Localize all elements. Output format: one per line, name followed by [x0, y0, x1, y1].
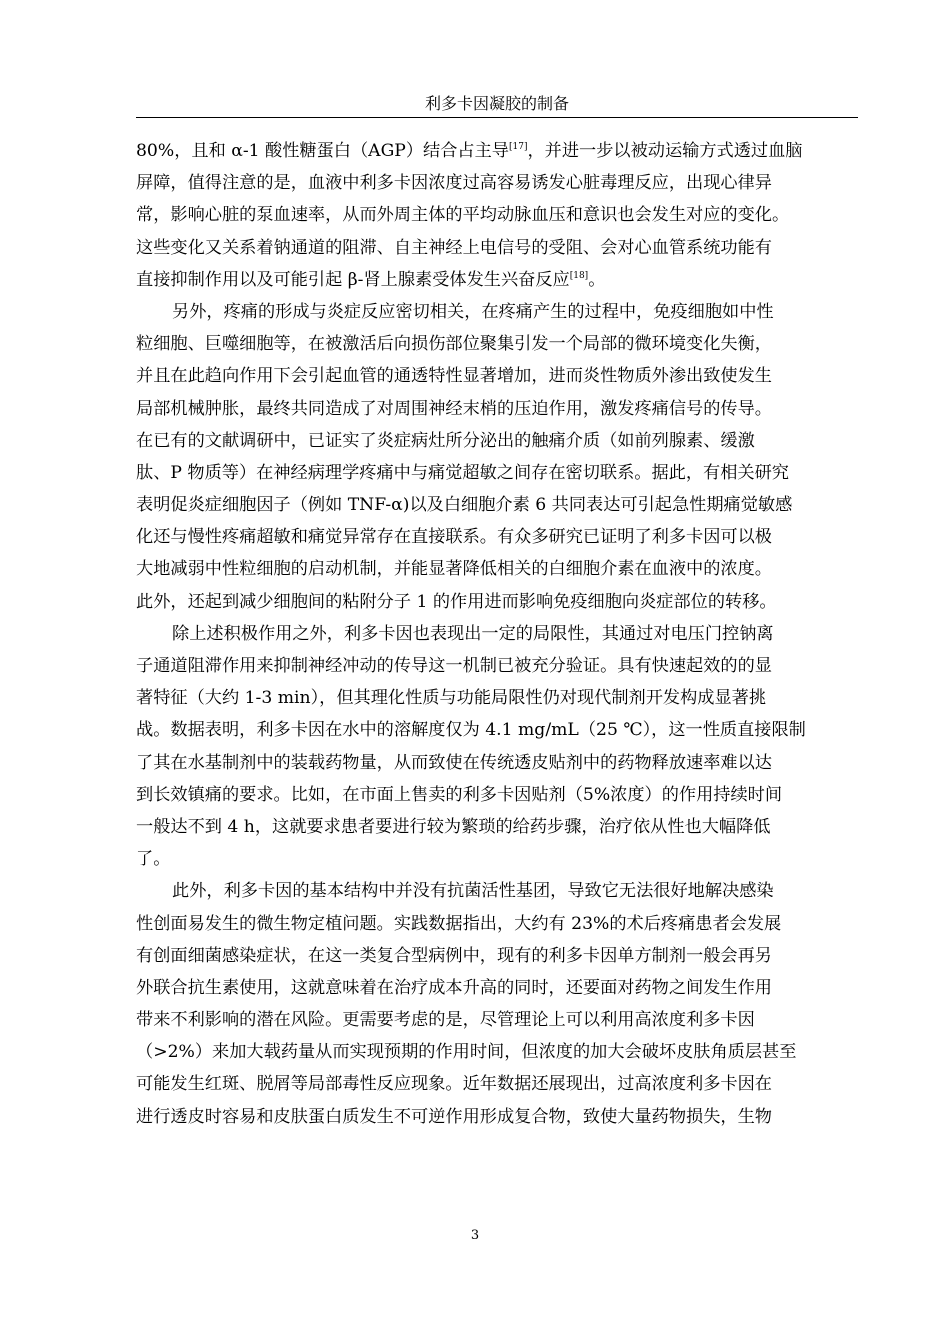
paragraph — [136, 875, 858, 1133]
text-line: 直接抑制作用以及可能引起 β-肾上腺素受体发生兴奋反应[18]。 — [136, 269, 606, 290]
text-line: 在已有的文献调研中，已证实了炎症病灶所分泌出的触痛介质（如前列腺素、缓激 — [136, 430, 755, 451]
citation: [18] — [569, 270, 589, 281]
text-line: 除上述积极作用之外，利多卡因也表现出一定的局限性，其通过对电压门控钠离 — [172, 623, 774, 644]
text-line: 带来不利影响的潜在风险。更需要考虑的是，尽管理论上可以利用高浓度利多卡因 — [136, 1010, 755, 1031]
text-line: （>2%）来加大载药量从而实现预期的作用时间，但浓度的加大会破坏皮肤角质层甚至 — [136, 1042, 797, 1063]
text-line: 此外，还起到减少细胞间的粘附分子 1 的作用进而影响免疫细胞向炎症部位的转移。 — [136, 591, 777, 612]
text-line: 80%，且和 α-1 酸性糖蛋白（AGP）结合占主导[17]，并进一步以被动运输方式透过血脑 — [136, 141, 803, 161]
text-line: 战。数据表明，利多卡因在水中的溶解度仅为 4.1 mg/mL（25 ℃），这一性质直接限制 — [136, 720, 806, 741]
text-line: 粒细胞、巨噬细胞等，在被激活后向损伤部位聚集引发一个局部的微环境变化失衡， — [136, 334, 772, 355]
text-line: 了。 — [136, 849, 171, 870]
paragraph — [136, 296, 858, 618]
text-line: 此外，利多卡因的基本结构中并没有抗菌活性基团，导致它无法很好地解决感染 — [172, 881, 774, 902]
text-line: 常，影响心脏的泵血速率，从而外周主体的平均动脉血压和意识也会发生对应的变化。 — [136, 205, 790, 226]
running-header: 利多卡因凝胶的制备 — [136, 94, 858, 118]
text-line: 有创面细菌感染症状，在这一类复合型病例中，现有的利多卡因单方制剂一般会再另 — [136, 945, 772, 966]
paragraph — [136, 618, 858, 876]
text-line: 另外，疼痛的形成与炎症反应密切相关，在疼痛产生的过程中，免疫细胞如中性 — [172, 301, 774, 322]
citation: [17] — [509, 142, 528, 152]
page-number: 3 — [470, 1228, 480, 1243]
text-line: 这些变化又关系着钠通道的阻滞、自主神经上电信号的受阻、会对心血管系统功能有 — [136, 237, 772, 258]
text-line: 著特征（大约 1-3 min），但其理化性质与功能局限性仍对现代制剂开发构成显著挑 — [136, 688, 767, 709]
text-line: 一般达不到 4 h，这就要求患者要进行较为繁琐的给药步骤，治疗依从性也大幅降低 — [136, 816, 771, 837]
text-line: 到长效镇痛的要求。比如，在市面上售卖的利多卡因贴剂（5%浓度）的作用持续时间 — [136, 784, 783, 805]
text-line: 局部机械肿胀，最终共同造成了对周围神经末梢的压迫作用，激发疼痛信号的传导。 — [136, 398, 772, 419]
text-line: 外联合抗生素使用，这就意味着在治疗成本升高的同时，还要面对药物之间发生作用 — [136, 977, 772, 998]
text-line: 表明促炎症细胞因子（例如 TNF-α)以及白细胞介素 6 共同表达可引起急性期痛觉敏感 — [136, 495, 793, 516]
text-line: 肽、P 物质等）在神经病理学疼痛中与痛觉超敏之间存在密切联系。据此，有相关研究 — [136, 462, 789, 483]
text-line: 大地减弱中性粒细胞的启动机制，并能显著降低相关的白细胞介素在血液中的浓度。 — [136, 559, 772, 580]
text-line: 屏障，值得注意的是，血液中利多卡因浓度过高容易诱发心脏毒理反应，出现心律异 — [136, 173, 772, 194]
text-line: 性创面易发生的微生物定植问题。实践数据指出，大约有 23%的术后疼痛患者会发展 — [136, 913, 782, 934]
text-line: 了其在水基制剂中的装载药物量，从而致使在传统透皮贴剂中的药物释放速率难以达 — [136, 752, 772, 773]
paragraph — [136, 135, 858, 296]
text-line: 子通道阻滞作用来抑制神经冲动的传导这一机制已被充分验证。具有快速起效的的显 — [136, 656, 772, 676]
text-line: 化还与慢性疼痛超敏和痛觉异常存在直接联系。有众多研究已证明了利多卡因可以极 — [136, 527, 772, 548]
text-line: 并且在此趋向作用下会引起血管的通透特性显著增加，进而炎性物质外渗出致使发生 — [136, 366, 772, 387]
body-text — [136, 135, 858, 1133]
text-line: 进行透皮时容易和皮肤蛋白质发生不可逆作用形成复合物，致使大量药物损失，生物 — [136, 1106, 772, 1127]
text-line: 可能发生红斑、脱屑等局部毒性反应现象。近年数据还展现出，过高浓度利多卡因在 — [136, 1074, 772, 1095]
